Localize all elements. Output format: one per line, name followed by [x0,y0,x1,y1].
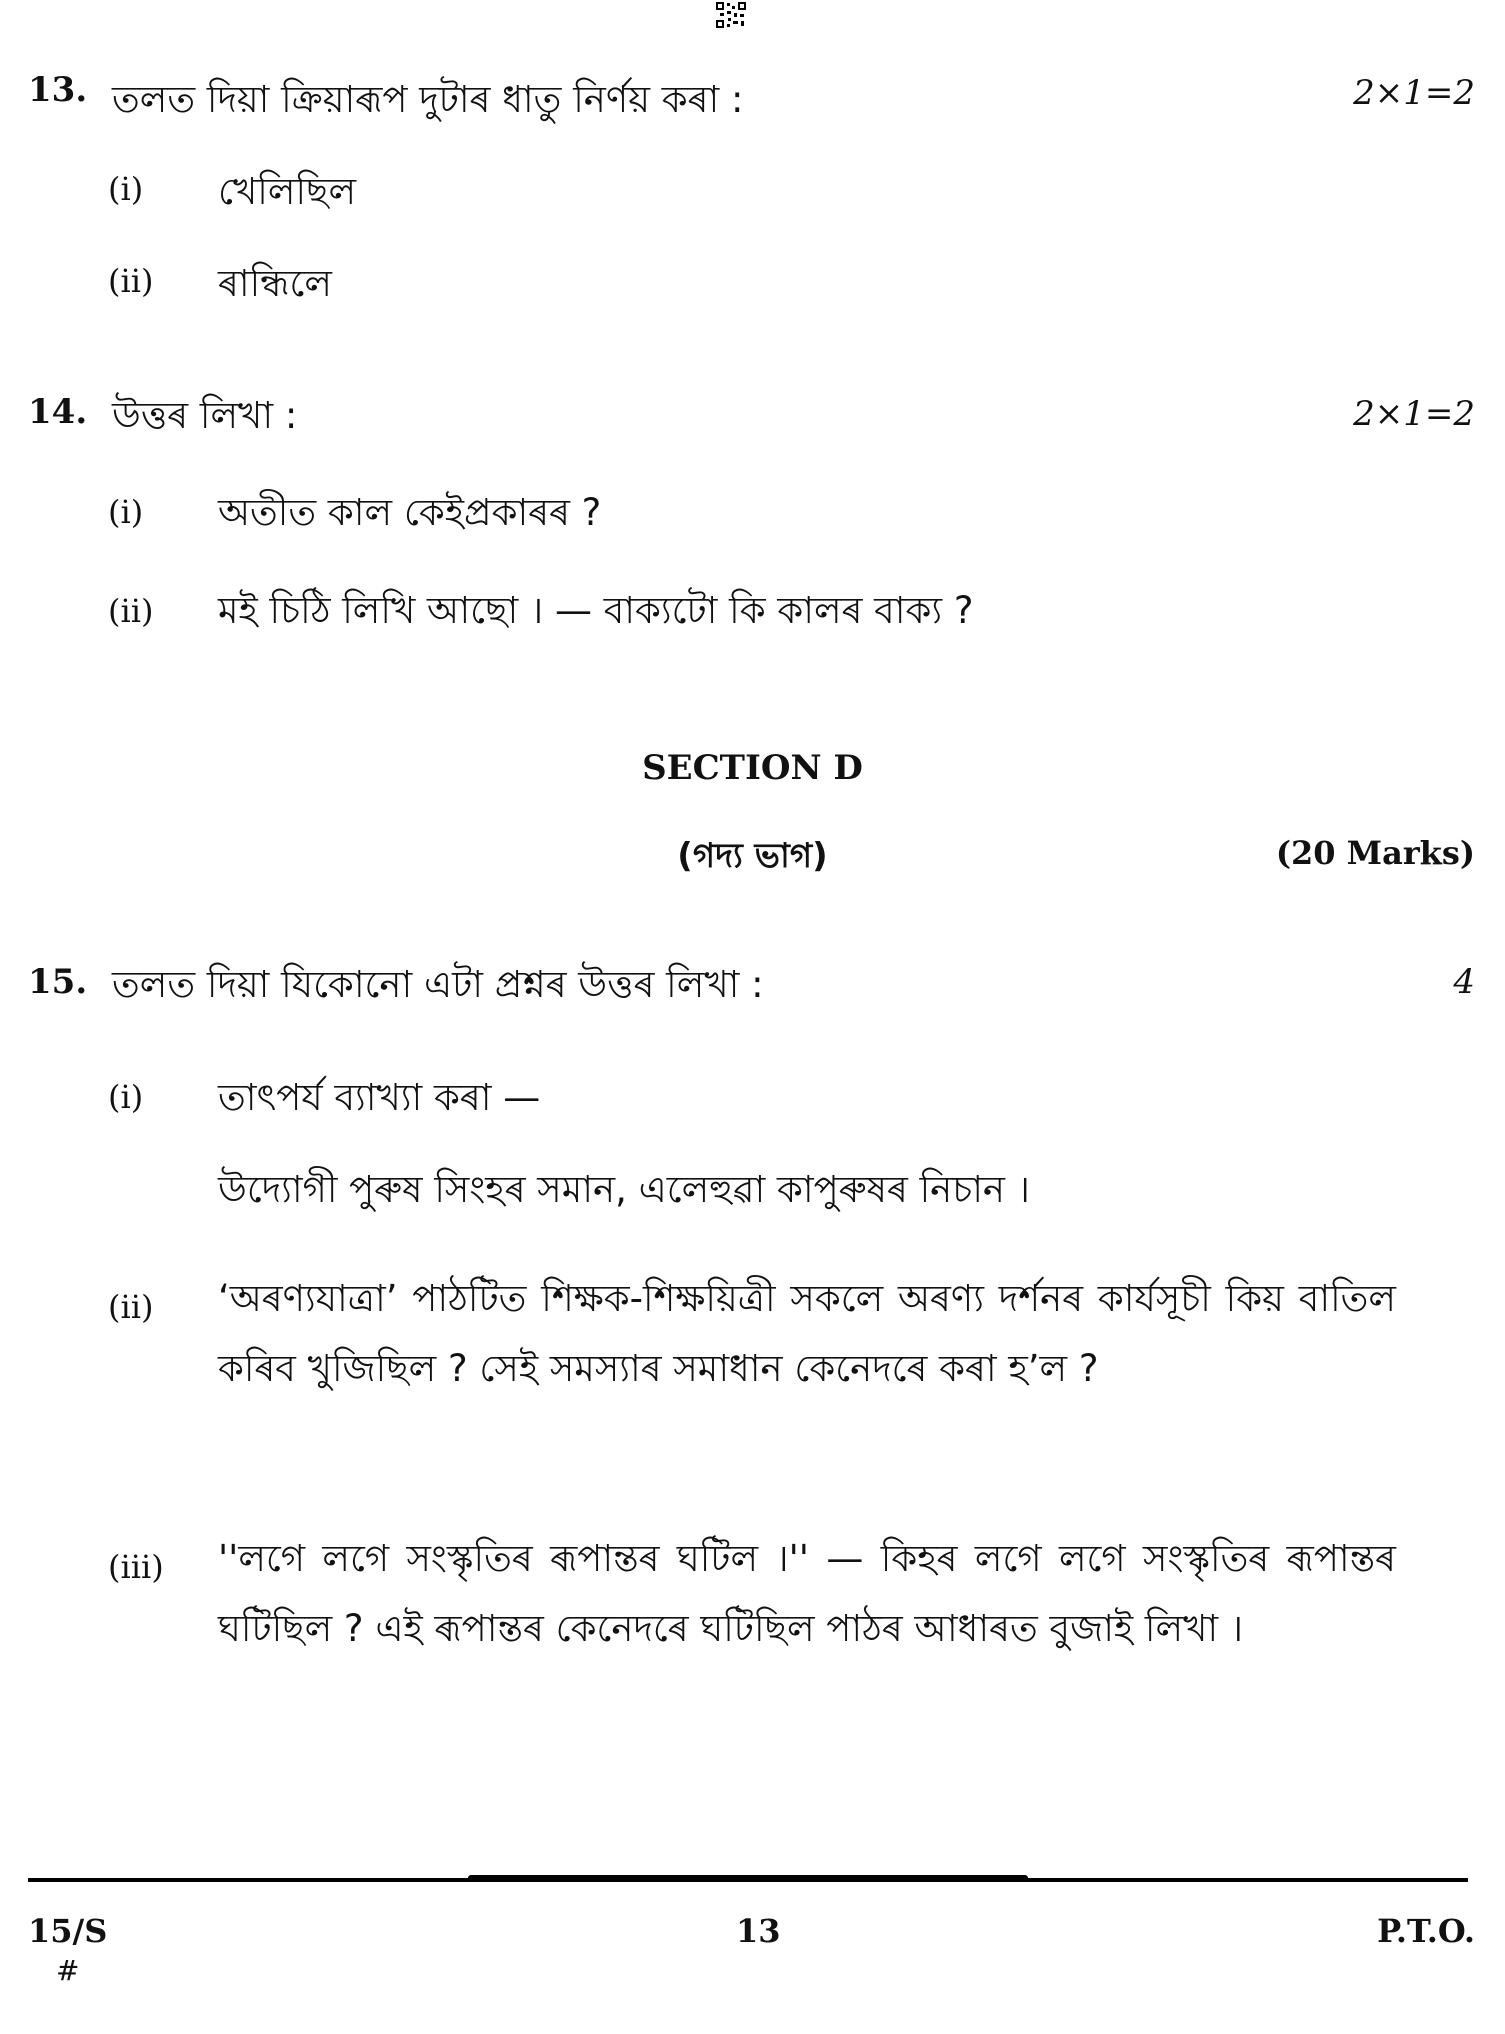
q13-item-2-text: ৰান্ধিলে [218,262,332,305]
question-15-marks: 4 [1453,962,1475,1002]
q15-item-2-text: ‘অৰণ্যযাত্ৰা’ পাঠটিত শিক্ষক-শিক্ষয়িত্ৰী সকলে অৰণ্য দৰ্শনৰ কাৰ্যসূচী কিয় বাতিল কৰিব খুজিছিল ? সেই সমস্যাৰ সমাধান কেনেদৰে কৰা হ’ল ? [218,1277,1396,1390]
question-14-marks: 2×1=2 [1353,394,1475,434]
q15-item-3-text: ''লগে লগে সংস্কৃতিৰ ৰূপান্তৰ ঘটিল ।'' — কিহৰ লগে লগে সংস্কৃতিৰ ৰূপান্তৰ ঘটিছিল ? এই ৰূপান্তৰ কেনেদৰে ঘটিছিল পাঠৰ আধাৰত বুজাই লিখা । [218,1537,1396,1650]
question-15-text: তলত দিয়া যিকোনো এটা প্ৰশ্নৰ উত্তৰ লিখা : [112,963,764,1006]
q15-item-1-quote: উদ্যোগী পুৰুষ সিংহৰ সমান, এলেহুৱা কাপুৰুষৰ নিচান । [218,1168,1031,1211]
question-14-number: 14. [28,392,88,432]
footer-rule [28,1878,1468,1882]
paper-code: 15/S [28,1912,108,1950]
q13-item-1-text: খেলিছিল [218,170,357,213]
question-14-text: উত্তৰ লিখা : [112,394,298,437]
q14-item-2-text: মই চিঠি লিখি আছো । — বাক্যটো কি কালৰ বাক্য ? [218,589,974,632]
q14-item-1-text: অতীত কাল কেইপ্ৰকাৰৰ ? [218,491,602,534]
section-title: SECTION D [642,748,863,788]
q15-item-1-label: (i) [108,1078,144,1116]
q13-item-2-label: (ii) [108,262,154,300]
q13-item-1-label: (i) [108,170,144,208]
section-marks: (20 Marks) [1275,834,1475,872]
qr-code-icon [716,2,746,28]
question-13-number: 13. [28,70,88,110]
q15-item-1-instruction: তাৎপৰ্য ব্যাখ্যা কৰা — [218,1076,541,1119]
question-15-number: 15. [28,962,88,1002]
question-13-marks: 2×1=2 [1353,73,1475,113]
question-13-text: তলত দিয়া ক্ৰিয়াৰূপ দুটাৰ ধাতু নিৰ্ণয় কৰা : [112,78,744,121]
q15-item-2-label: (ii) [108,1288,154,1326]
pto-label: P.T.O. [1377,1912,1475,1950]
page-number: 13 [736,1912,781,1950]
section-subtitle: (গদ্য ভাগ) [677,836,828,876]
q15-item-3-label: (iii) [108,1548,164,1586]
q14-item-2-label: (ii) [108,592,154,630]
q14-item-1-label: (i) [108,493,144,531]
footer-hash: # [56,1954,80,1987]
